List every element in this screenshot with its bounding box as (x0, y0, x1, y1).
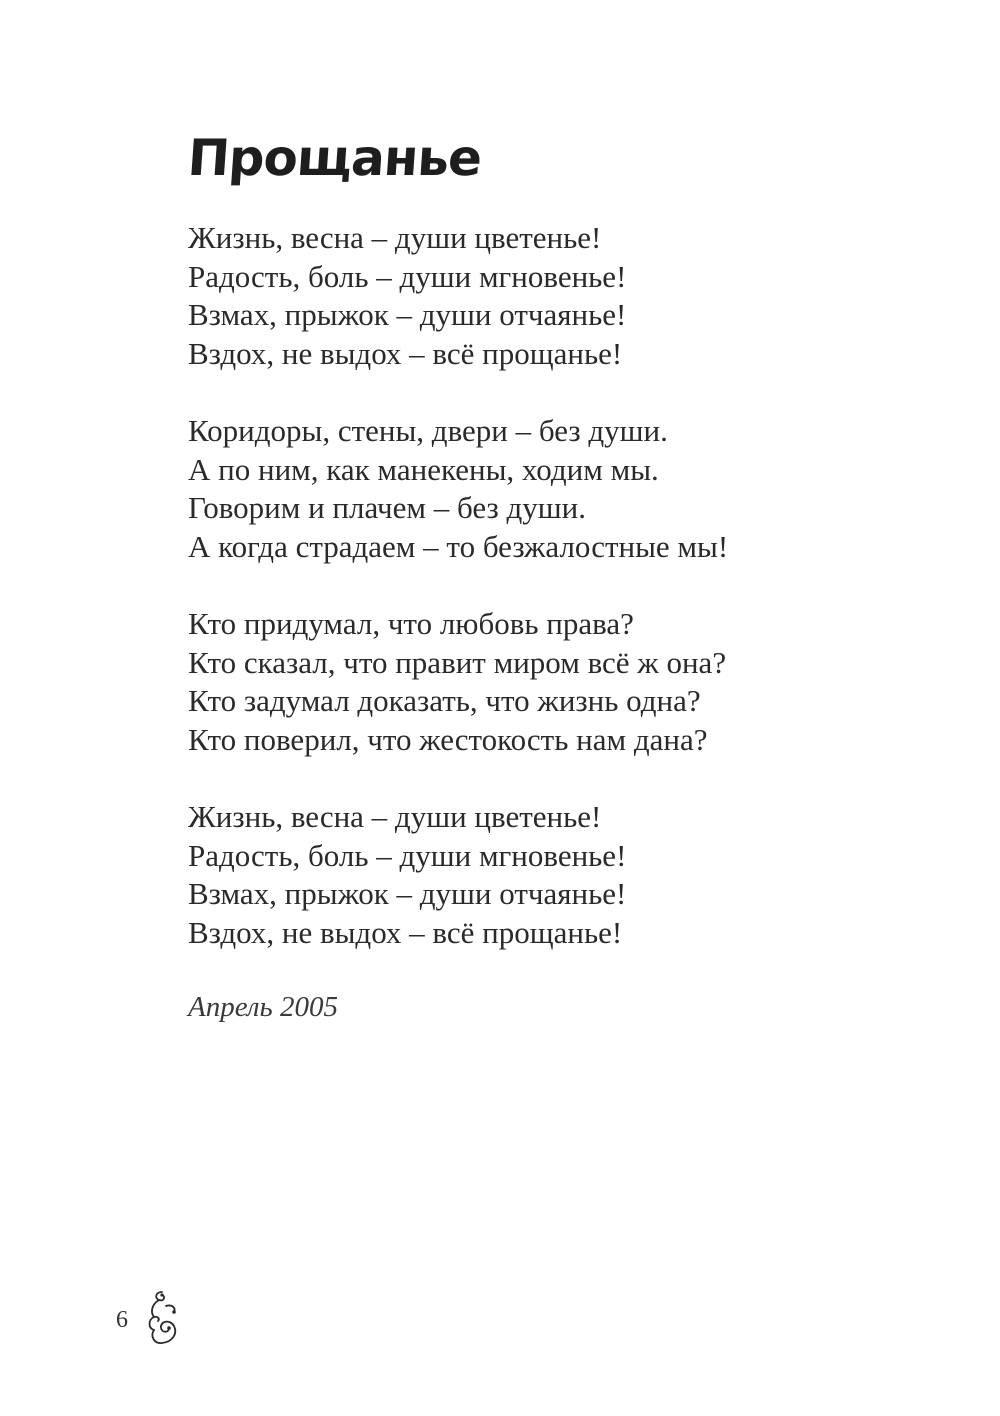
poem-line: Жизнь, весна – души цветенье! (188, 799, 602, 834)
poem-line: Говорим и плачем – без души. (188, 490, 586, 525)
poem-line: Радость, боль – души мгновенье! (188, 837, 627, 873)
stanza (188, 219, 948, 373)
poem-line: Вздох, не выдох – всё прощанье! (188, 335, 623, 371)
stanza (188, 798, 948, 952)
poem-line: Кто задумал доказать, что жизнь одна? (188, 683, 701, 718)
poem-line: Коридоры, стены, двери – без души. (188, 413, 668, 448)
swirl-ornament-icon (142, 1286, 190, 1348)
page-number: 6 (116, 1307, 128, 1333)
poem-date: Апрель 2005 (188, 991, 338, 1023)
poem-line: Вздох, не выдох – всё прощанье! (188, 914, 623, 950)
poem-body (188, 219, 948, 991)
stanza (188, 412, 948, 566)
poem-line: Взмах, прыжок – души отчаянье! (188, 876, 627, 911)
poem-title: Прощанье (185, 129, 484, 187)
stanza (188, 605, 948, 759)
poem-line: А по ним, как манекены, ходим мы. (188, 451, 659, 487)
poem-line: Радость, боль – души мгновенье! (188, 258, 627, 294)
poem-line: Кто сказал, что правит миром всё ж она? (188, 644, 727, 680)
poem-line: Кто придумал, что любовь права? (188, 606, 634, 641)
poem-line: Жизнь, весна – души цветенье! (188, 220, 602, 255)
poem-line: А когда страдаем – то безжалостные мы! (188, 528, 729, 564)
poem-line: Взмах, прыжок – души отчаянье! (188, 297, 627, 332)
poem-line: Кто поверил, что жестокость нам дана? (188, 721, 708, 757)
